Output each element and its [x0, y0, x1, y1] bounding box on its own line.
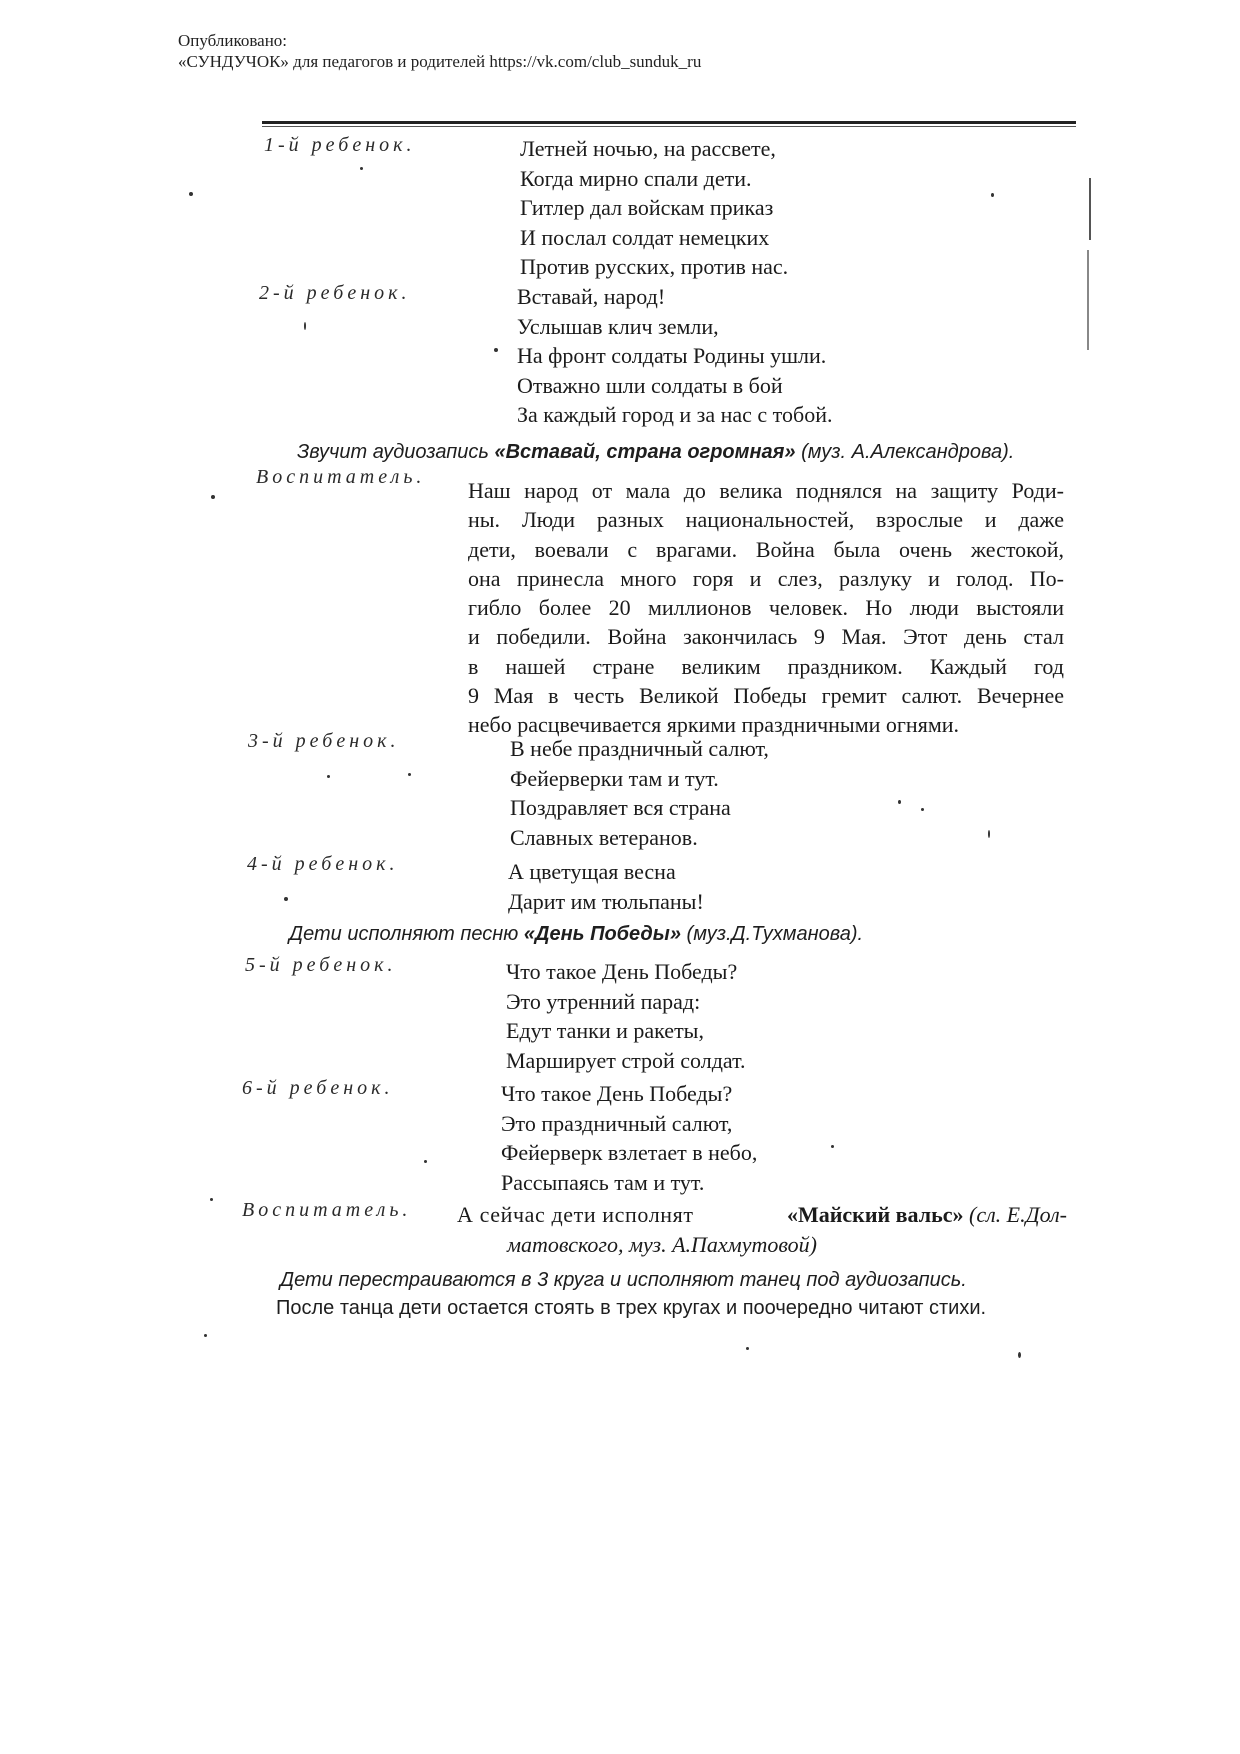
verse-line: В небе праздничный салют,: [510, 736, 769, 761]
scan-speck: [921, 808, 924, 811]
speaker-teacher1: Воспитатель.: [256, 466, 426, 488]
stage-direction-4: После танца дети остается стоять в трех кругах и поочередно читают стихи.: [276, 1297, 987, 1319]
song-credit-line1: (сл. Е.Дол-: [963, 1202, 1067, 1227]
speaker-child4: 4-й ребенок.: [247, 853, 399, 875]
scan-speck: [831, 1145, 834, 1148]
verse-line: Славных ветеранов.: [510, 824, 698, 850]
verse-line: Летней ночью, на рассвете,: [520, 136, 776, 161]
verse-line: Фейерверк взлетает в небо,: [501, 1140, 758, 1165]
verse-line: Поздравляет вся страна: [510, 795, 731, 820]
verse-line: И послал солдат немецких: [520, 224, 770, 250]
verse-line: Что такое День Победы?: [506, 959, 738, 984]
stage-direction-1: [297, 441, 1014, 464]
song-credit: (муз. А.Александрова).: [795, 441, 1015, 463]
scan-speck: [210, 1198, 213, 1201]
verse-line: За каждый город и за нас с тобой.: [517, 402, 833, 427]
scan-speck: [988, 830, 990, 838]
verse-child4: [508, 857, 704, 916]
verse-line: Рассыпаясь там и тут.: [501, 1169, 705, 1195]
speaker-child1: 1-й ребенок.: [264, 134, 416, 156]
verse-child5: [506, 957, 746, 1075]
speaker-child6: 6-й ребенок.: [242, 1077, 394, 1099]
publication-note: [178, 30, 701, 72]
song-credit-line2: матовского, муз. А.Пахмутовой): [507, 1232, 817, 1257]
teacher2-text: А сейчас дети исполнят: [457, 1202, 694, 1227]
verse-line: Это утренний парад:: [506, 988, 701, 1014]
verse-child3: [510, 734, 769, 852]
scan-speck: [991, 193, 994, 197]
prose-line: она принесла много горя и слез, разлуку и голод. По-: [468, 565, 1064, 591]
scan-speck: [204, 1334, 207, 1337]
source-line: «СУНДУЧОК» для педагогов и родителей https://vk.com/club_sunduk_ru: [178, 52, 702, 71]
scan-speck: [327, 775, 330, 778]
speaker-teacher2: Воспитатель.: [242, 1199, 412, 1221]
scan-speck: [211, 495, 215, 499]
prose-line: и победили. Война закончилась 9 Мая. Этот день стал: [468, 624, 1064, 650]
verse-line: На фронт солдаты Родины ушли.: [517, 343, 827, 368]
scan-speck: [284, 897, 288, 901]
scan-speck: [189, 192, 193, 196]
verse-line: Гитлер дал войскам приказ: [520, 195, 774, 220]
published-label: Опубликовано:: [178, 31, 288, 50]
scan-speck: [746, 1347, 749, 1350]
prose-line: 9 Мая в честь Великой Победы гремит салют. Вечернее: [468, 683, 1064, 709]
prose-line: небо расцвечивается яркими праздничными огнями.: [468, 712, 960, 738]
verse-line: Отважно шли солдаты в бой: [517, 372, 783, 398]
verse-line: Дарит им тюльпаны!: [508, 888, 704, 914]
scan-speck: [424, 1160, 427, 1163]
prose-line: гибло более 20 миллионов человек. Но люди выстояли: [468, 595, 1064, 621]
speaker-child3: 3-й ребенок.: [248, 730, 400, 752]
scan-edge-mark: [1087, 250, 1089, 350]
song-credit: (муз.Д.Тухманова).: [681, 923, 864, 945]
verse-child6: [501, 1079, 757, 1197]
verse-line: А цветущая весна: [508, 859, 676, 884]
song-title: «Вставай, страна огромная»: [494, 441, 796, 463]
song-title: «День Победы»: [523, 923, 681, 945]
verse-line: Фейерверки там и тут.: [510, 765, 719, 791]
scan-speck: [1018, 1352, 1021, 1358]
stage-direction-text: Звучит аудиозапись: [297, 441, 495, 463]
stage-direction-text: Дети исполняют песню: [289, 923, 524, 945]
verse-child1: [520, 134, 788, 282]
top-rule: [262, 121, 1076, 124]
verse-line: Едут танки и ракеты,: [506, 1018, 704, 1043]
prose-line: в нашей стране великим праздником. Каждый год: [468, 653, 1064, 679]
verse-line: Вставай, народ!: [517, 284, 666, 309]
speaker-child5: 5-й ребенок.: [245, 954, 397, 976]
teacher2-speech: [457, 1200, 1067, 1260]
stage-direction-2: [289, 923, 863, 946]
verse-line: Что такое День Победы?: [501, 1081, 733, 1106]
song-title: «Майский вальс»: [786, 1202, 964, 1227]
verse-line: Услышав клич земли,: [517, 313, 719, 339]
prose-line: Наш народ от мала до велика поднялся на защиту Роди-: [468, 478, 1064, 503]
verse-line: Марширует строй солдат.: [506, 1047, 746, 1073]
prose-line: ны. Люди разных национальностей, взрослые и даже: [468, 507, 1064, 533]
scan-speck: [494, 348, 498, 352]
speaker-child2: 2-й ребенок.: [259, 282, 411, 304]
stage-direction-3: Дети перестраиваются в 3 круга и исполняют танец под аудиозапись.: [280, 1269, 967, 1291]
verse-line: Это праздничный салют,: [501, 1110, 733, 1136]
scan-speck: [408, 773, 411, 776]
scan-edge-mark: [1089, 178, 1091, 240]
teacher1-speech: [468, 476, 1064, 740]
scan-speck: [898, 800, 901, 804]
prose-line: дети, воевали с врагами. Война была очень жестокой,: [468, 536, 1064, 562]
scan-speck: [360, 167, 363, 170]
scan-speck: [304, 322, 306, 330]
verse-line: Против русских, против нас.: [520, 254, 789, 279]
verse-line: Когда мирно спали дети.: [520, 165, 752, 191]
verse-child2: [517, 282, 832, 430]
